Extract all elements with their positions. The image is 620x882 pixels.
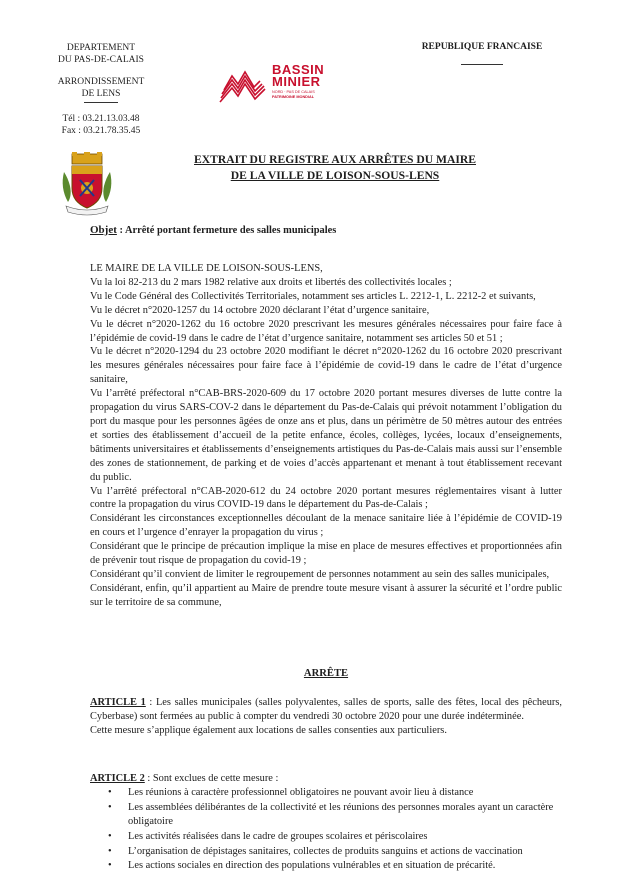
article-1-label: ARTICLE 1 (90, 697, 146, 708)
preamble-paragraph: Vu l’arrêté préfectoral n°CAB-BRS-2020-609 du 17 octobre 2020 portant mesures diverses de lutte contre la propagation du virus SARS-COV-2 dans le département du Pas-de-Calais qui prévoit notamment l’obligation du port du masque pour les personnes âgées de onze ans et plus, dans un périmètre de 50 mètres autour des entrées et sorties des établissement d’accueil de la petite enfance, écoles, collèges, lycées, locaux d’enseignements, bâtiments universitaires et établissements d’enseignements artistiques du Pas-de-Calais mais aussi sur l’ensemble des zones de stationnement, de parking et de voies d’accès appartenant et menant à tout établissement recevant du public. (90, 388, 562, 483)
phone-number: Tél : 03.21.13.03.48 (62, 114, 140, 124)
preamble-paragraph: Considérant les circonstances exceptionnelles découlant de la menace sanitaire liée à l’épidémie de COVID-19 en cours et l’urgence d’enrayer la propagation du virus ; (90, 513, 562, 539)
preamble-paragraph: Considérant, enfin, qu’il appartient au Maire de prendre toute mesure visant à assurer la sécurité et l’ordre public sur le territoire de sa commune, (90, 582, 562, 608)
document-title (130, 152, 540, 184)
republic-label: REPUBLIQUE FRANCAISE (421, 42, 543, 52)
department-name: DU PAS-DE-CALAIS (58, 55, 144, 65)
town-crest (58, 152, 116, 216)
exclusion-list (90, 786, 562, 873)
divider (461, 64, 503, 65)
article-1-text: : Les salles municipales (salles polyvalentes, salles de sports, salle des fêtes, local des pêcheurs, Cyberbase) sont fermées au public à compter du vendredi 30 octobre 2020 pour une durée indéterminée. (90, 697, 562, 722)
subject-line (90, 224, 336, 236)
subject-text: : Arrêté portant fermeture des salles municipales (116, 225, 337, 236)
logo-tagline-1: NORD · PAS DE CALAIS (272, 90, 315, 94)
preamble-paragraph: Considérant que le principe de précaution implique la mise en place de mesures effectives et proportionnées afin de prévenir tout risque de propagation du covid-19 ; (90, 541, 562, 567)
preamble-paragraph: Considérant qu’il convient de limiter le regroupement de personnes notamment au sein des salles municipales, (90, 568, 550, 580)
article-2-label: ARTICLE 2 (90, 773, 145, 784)
article-2 (90, 772, 562, 874)
preamble-paragraph: LE MAIRE DE LA VILLE DE LOISON-SOUS-LENS, (90, 263, 323, 274)
list-item: • Les réunions à caractère professionnel obligatoires ne pouvant avoir lieu à distance (108, 786, 474, 798)
subject-label: Objet (90, 224, 117, 236)
title-line-2: DE LA VILLE DE LOISON-SOUS-LENS (230, 169, 440, 182)
list-item: • Les assemblées délibérantes de la collectivité et les réunions des personnes morales ayant un caractère obligatoire (108, 801, 554, 827)
coat-of-arms-icon (58, 152, 116, 216)
department-header (32, 42, 170, 137)
bullet-icon: • (108, 845, 112, 857)
arrete-heading: ARRÊTE (303, 668, 349, 679)
logo-line-2: MINIER (272, 74, 321, 89)
list-item: • Les actions sociales en direction des populations vulnérables et en situation de précarité. (108, 860, 496, 872)
article-1 (90, 696, 562, 738)
list-item: • Les activités réalisées dans le cadre de groupes scolaires et périscolaires (108, 830, 428, 842)
article-2-text: : Sont exclues de cette mesure : (144, 773, 279, 784)
logo-tagline-2: PATRIMOINE MONDIAL (272, 94, 315, 99)
arrondissement-name: DE LENS (81, 89, 121, 99)
bullet-icon: • (108, 860, 112, 872)
preamble-paragraph: Vu la loi 82-213 du 2 mars 1982 relative aux droits et libertés des collectivités locales ; (90, 276, 452, 288)
preamble-paragraph: Vu le décret n°2020-1262 du 16 octobre 2020 prescrivant les mesures générales nécessaires pour faire face à l’épidémie de covid-19 dans le cadre de l’état d’urgence sanitaire, notamment ses articles 50 et 51 ; (90, 318, 562, 344)
logo-line-1: BASSIN (272, 62, 325, 77)
preamble-paragraph: Vu l’arrêté préfectoral n°CAB-2020-612 du 24 octobre 2020 portant mesures réglementaires visant à lutter contre la propagation du virus COVID-19 dans le département du Pas-de-Calais ; (90, 485, 562, 511)
list-item: • L’organisation de dépistages sanitaires, collectes de produits sanguins et actions de vaccination (108, 845, 523, 857)
fax-number: Fax : 03.21.78.35.45 (61, 126, 141, 136)
preamble-paragraph: Vu le Code Général des Collectivités Territoriales, notamment ses articles L. 2212-1, L. 2212-2 et suivants, (90, 290, 536, 302)
preamble-paragraph: Vu le décret n°2020-1257 du 14 octobre 2020 déclarant l’état d’urgence sanitaire, (90, 304, 430, 316)
preamble (90, 262, 562, 610)
department-label: DEPARTEMENT (66, 43, 136, 53)
republic-header (402, 42, 562, 65)
title-line-1: EXTRAIT DU REGISTRE AUX ARRÊTES DU MAIRE (194, 153, 476, 166)
article-1-note: Cette mesure s’applique également aux locations de salles consenties aux particuliers. (90, 724, 447, 736)
bassin-minier-logo (218, 64, 338, 110)
bullet-icon: • (108, 786, 112, 798)
divider (84, 102, 118, 103)
mine-hills-icon (218, 64, 268, 106)
bullet-icon: • (108, 830, 112, 842)
preamble-paragraph: Vu le décret n°2020-1294 du 23 octobre 2020 modifiant le décret n°2020-1262 du 16 octobre 2020 prescrivant les mesures générales nécessaires pour faire face à l’épidémie de covid-19 dans le cadre de l’état d’urgence sanitaire, (90, 346, 562, 386)
bullet-icon: • (108, 801, 112, 813)
arrondissement-label: ARRONDISSEMENT (57, 77, 145, 87)
